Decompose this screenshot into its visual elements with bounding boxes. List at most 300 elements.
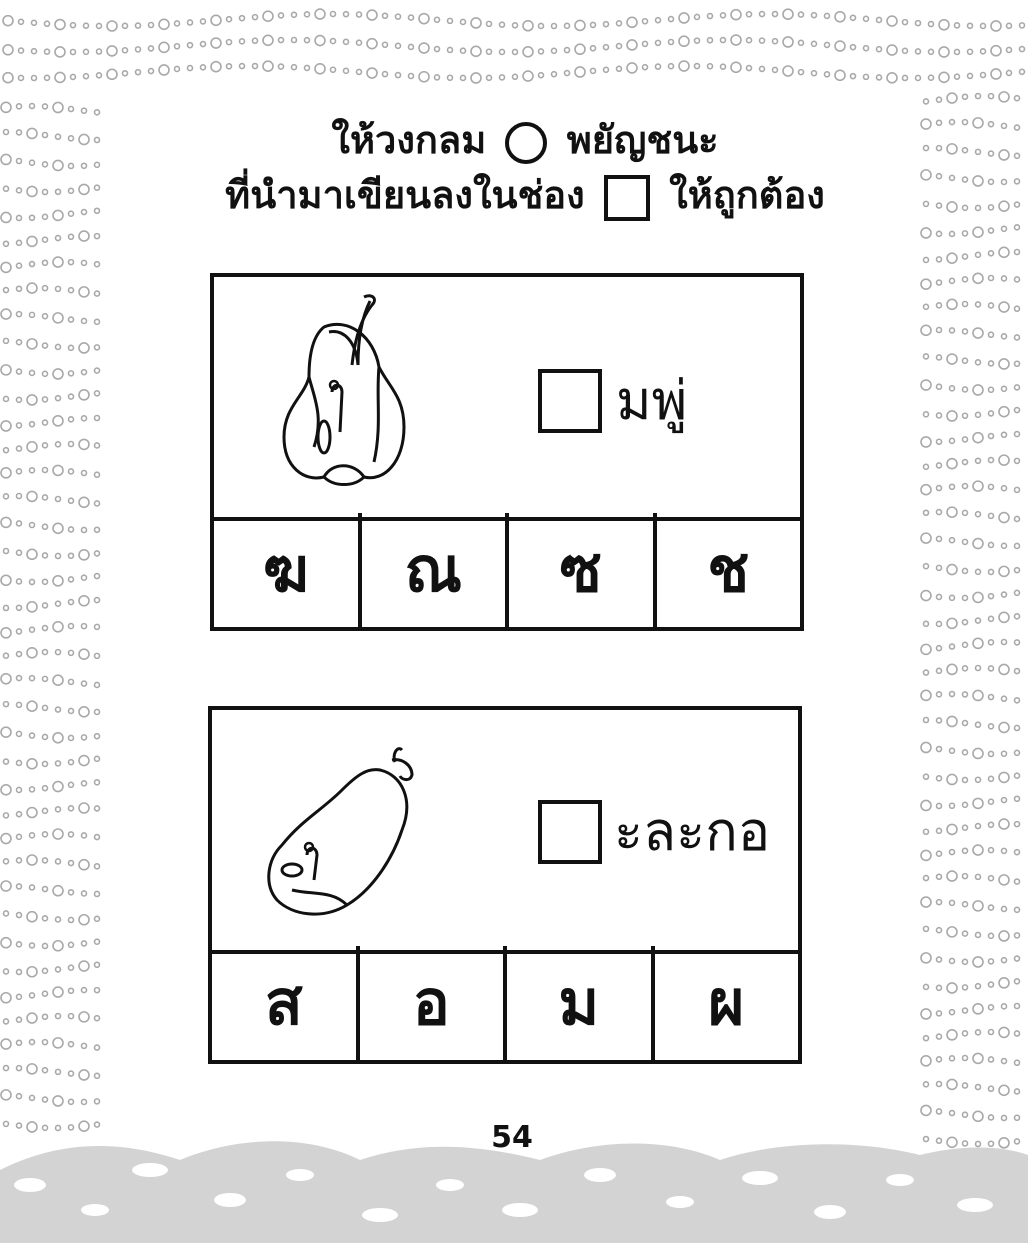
background-dot (1002, 276, 1007, 281)
background-dot (30, 1095, 35, 1100)
background-dot (95, 291, 100, 296)
background-dot (1002, 798, 1007, 803)
background-dot (30, 787, 35, 792)
background-dot (950, 748, 955, 753)
background-dot (30, 627, 35, 632)
background-dot (851, 74, 856, 79)
background-dot (523, 71, 533, 81)
choice-option[interactable]: ช (707, 533, 750, 606)
background-dot (292, 65, 297, 70)
background-dot (937, 384, 942, 389)
background-dot (1, 834, 11, 844)
background-dot (4, 396, 9, 401)
background-dot (30, 104, 35, 109)
background-dot (79, 649, 89, 659)
background-dot (656, 64, 661, 69)
background-dot (56, 286, 61, 291)
background-dot (1, 727, 11, 737)
background-dot (43, 808, 48, 813)
background-dot (963, 777, 968, 782)
background-dot (1015, 458, 1020, 463)
background-dot (604, 67, 609, 72)
background-dot (575, 67, 585, 77)
background-dot (396, 14, 401, 19)
background-dot (921, 279, 931, 289)
background-dot (53, 102, 63, 112)
background-dot (1002, 543, 1007, 548)
background-dot (924, 257, 929, 262)
background-dot (947, 411, 957, 421)
background-dot (55, 47, 65, 57)
background-dot (937, 486, 942, 491)
background-dot (981, 49, 986, 54)
background-dot (523, 21, 533, 31)
background-dot (937, 97, 942, 102)
background-dot (56, 859, 61, 864)
background-dot (989, 959, 994, 964)
background-dot (315, 64, 325, 74)
background-dot (487, 75, 492, 80)
background-dot (263, 35, 273, 45)
background-dot (82, 833, 87, 838)
background-dot (409, 44, 414, 49)
background-dot (383, 42, 388, 47)
background-dot (69, 1014, 74, 1019)
background-dot (1015, 796, 1020, 801)
word-suffix: มพู่ (616, 369, 688, 432)
background-dot (947, 1079, 957, 1089)
background-dot (963, 568, 968, 573)
background-dot (4, 130, 9, 135)
background-dot (4, 338, 9, 343)
background-dot (950, 120, 955, 125)
background-dot (500, 75, 505, 80)
background-dot (708, 38, 713, 43)
background-dot (344, 68, 349, 73)
background-dot (95, 368, 100, 373)
background-dot (947, 716, 957, 726)
background-dot (69, 260, 74, 265)
background-dot (976, 302, 981, 307)
background-dot (95, 416, 100, 421)
background-dot (383, 13, 388, 18)
background-dot (1002, 751, 1007, 756)
background-dot (851, 15, 856, 20)
background-dot (43, 260, 48, 265)
background-dot (937, 510, 942, 515)
background-dot (27, 395, 37, 405)
background-dot (97, 23, 102, 28)
background-dot (344, 12, 349, 17)
background-dot (263, 11, 273, 21)
background-dot (17, 702, 22, 707)
background-dot (17, 676, 22, 681)
background-dot (921, 591, 931, 601)
background-dot (19, 75, 24, 80)
background-dot (79, 550, 89, 560)
background-dot (82, 575, 87, 580)
background-dot (17, 652, 22, 657)
instruction-text-2b: ให้ถูกต้อง (669, 173, 825, 217)
background-dot (435, 47, 440, 52)
background-dot (1015, 125, 1020, 130)
background-dot (279, 64, 284, 69)
background-dot (471, 18, 481, 28)
background-dot (963, 874, 968, 879)
background-dot (82, 416, 87, 421)
background-dot (1, 938, 11, 948)
choice-option[interactable]: ส (212, 946, 360, 1060)
background-dot (973, 481, 983, 491)
background-dot (56, 396, 61, 401)
background-dot (773, 39, 778, 44)
background-dot (825, 13, 830, 18)
background-dot (973, 1053, 983, 1063)
background-dot (513, 23, 518, 28)
background-dot (921, 437, 931, 447)
background-dot (69, 760, 74, 765)
background-dot (383, 72, 388, 77)
background-dot (921, 690, 931, 700)
background-dot (1015, 277, 1020, 282)
background-dot (79, 231, 89, 241)
background-dot (523, 47, 533, 57)
background-dot (69, 136, 74, 141)
background-dot (1015, 590, 1020, 595)
background-dot (17, 446, 22, 451)
background-dot (95, 185, 100, 190)
background-dot (976, 722, 981, 727)
background-dot (825, 72, 830, 77)
background-dot (43, 734, 48, 739)
background-dot (43, 916, 48, 921)
circle-icon (505, 122, 547, 164)
background-dot (4, 1066, 9, 1071)
background-dot (1002, 1004, 1007, 1009)
choice-option[interactable]: ณ (362, 513, 510, 627)
background-dot (989, 458, 994, 463)
background-dot (82, 891, 87, 896)
background-dot (963, 931, 968, 936)
background-dot (695, 64, 700, 69)
background-dot (43, 443, 48, 448)
background-dot (448, 18, 453, 23)
background-dot (227, 17, 232, 22)
background-dot (989, 822, 994, 827)
background-dot (999, 513, 1009, 523)
background-dot (989, 94, 994, 99)
background-dot (30, 370, 35, 375)
background-dot (947, 565, 957, 575)
background-dot (989, 484, 994, 489)
background-dot (95, 653, 100, 658)
background-dot (95, 864, 100, 869)
background-dot (17, 240, 22, 245)
background-dot (82, 210, 87, 215)
background-dot (604, 22, 609, 27)
background-dot (461, 75, 466, 80)
background-dot (95, 574, 100, 579)
background-dot (95, 709, 100, 714)
background-dot (950, 803, 955, 808)
background-dot (69, 861, 74, 866)
background-dot (999, 302, 1009, 312)
background-dot (976, 412, 981, 417)
background-dot (916, 49, 921, 54)
background-dot (95, 806, 100, 811)
background-dot (1015, 750, 1020, 755)
background-dot (82, 370, 87, 375)
background-dot (4, 813, 9, 818)
background-dot (30, 422, 35, 427)
background-dot (95, 345, 100, 350)
background-dot (1002, 486, 1007, 491)
background-dot (604, 45, 609, 50)
background-dot (947, 1030, 957, 1040)
choice-option[interactable]: ฆ (214, 513, 362, 627)
background-dot (864, 16, 869, 21)
background-dot (968, 73, 973, 78)
background-dot (159, 65, 169, 75)
background-dot (27, 759, 37, 769)
background-dot (976, 205, 981, 210)
background-dot (1007, 23, 1012, 28)
background-dot (950, 958, 955, 963)
background-dot (69, 577, 74, 582)
background-dot (950, 692, 955, 697)
background-dot (30, 312, 35, 317)
background-dot (279, 38, 284, 43)
background-dot (69, 417, 74, 422)
background-dot (71, 49, 76, 54)
background-dot (107, 46, 117, 56)
background-dot (17, 579, 22, 584)
background-dot (82, 735, 87, 740)
background-dot (947, 983, 957, 993)
background-dot (989, 1115, 994, 1120)
answer-blank-box[interactable] (538, 800, 602, 864)
background-dot (989, 303, 994, 308)
word-suffix: ะละกอ (614, 800, 771, 863)
background-dot (539, 49, 544, 54)
background-dot (963, 902, 968, 907)
background-dot (695, 38, 700, 43)
background-dot (471, 73, 481, 83)
background-dot (825, 42, 830, 47)
background-dot (973, 273, 983, 283)
background-dot (1020, 69, 1025, 74)
background-dot (921, 644, 931, 654)
background-dot (924, 412, 929, 417)
background-dot (924, 564, 929, 569)
background-dot (253, 64, 258, 69)
background-dot (947, 144, 957, 154)
background-dot (937, 328, 942, 333)
background-dot (1015, 1060, 1020, 1065)
background-dot (976, 984, 981, 989)
background-dot (1015, 153, 1020, 158)
background-dot (991, 21, 1001, 31)
background-dot (963, 510, 968, 515)
background-dot (17, 994, 22, 999)
background-dot (43, 343, 48, 348)
background-dot (1002, 179, 1007, 184)
background-dot (123, 71, 128, 76)
background-dot (921, 170, 931, 180)
background-dot (929, 49, 934, 54)
background-dot (812, 13, 817, 18)
background-dot (69, 371, 74, 376)
background-dot (937, 594, 942, 599)
choice-option[interactable]: ม (507, 946, 655, 1060)
background-dot (17, 942, 22, 947)
papaya-icon (252, 720, 432, 935)
background-dot (903, 75, 908, 80)
background-dot (240, 64, 245, 69)
background-dot (1015, 956, 1020, 961)
background-dot (69, 234, 74, 239)
background-dot (976, 874, 981, 879)
background-dot (989, 1057, 994, 1062)
answer-blank-box[interactable] (538, 369, 602, 433)
background-dot (937, 280, 942, 285)
background-dot (947, 824, 957, 834)
background-dot (367, 39, 377, 49)
background-dot (107, 69, 117, 79)
background-dot (56, 442, 61, 447)
background-dot (976, 252, 981, 257)
background-dot (968, 23, 973, 28)
background-dot (1, 674, 11, 684)
background-dot (95, 916, 100, 921)
background-dot (107, 21, 117, 31)
background-dot (53, 622, 63, 632)
background-dot (95, 501, 100, 506)
background-dot (95, 137, 100, 142)
background-dot (56, 650, 61, 655)
background-dot (149, 22, 154, 27)
background-dot (69, 394, 74, 399)
background-dot (17, 130, 22, 135)
background-dot (79, 1012, 89, 1022)
background-dot (56, 344, 61, 349)
background-dot (976, 512, 981, 517)
background-dot (95, 891, 100, 896)
background-dot (575, 20, 585, 30)
background-dot (17, 188, 22, 193)
background-dot (53, 160, 63, 170)
background-dot (79, 497, 89, 507)
background-dot (937, 303, 942, 308)
background-dot (976, 932, 981, 937)
background-dot (3, 16, 13, 26)
background-dot (937, 1011, 942, 1016)
background-dot (989, 848, 994, 853)
background-dot (877, 17, 882, 22)
background-dot (43, 968, 48, 973)
background-dot (950, 644, 955, 649)
background-dot (95, 1073, 100, 1078)
background-dot (95, 1122, 100, 1127)
background-dot (937, 174, 942, 179)
background-dot (4, 605, 9, 610)
background-dot (835, 12, 845, 22)
background-dot (963, 595, 968, 600)
background-dot (963, 120, 968, 125)
background-dot (950, 538, 955, 543)
background-dot (419, 43, 429, 53)
background-dot (921, 533, 931, 543)
background-dot (159, 42, 169, 52)
background-dot (27, 283, 37, 293)
background-dot (973, 690, 983, 700)
background-dot (976, 94, 981, 99)
background-dot (937, 985, 942, 990)
background-dot (4, 702, 9, 707)
background-dot (973, 1004, 983, 1014)
background-dot (552, 23, 557, 28)
background-dot (43, 858, 48, 863)
background-dot (211, 15, 221, 25)
background-dot (69, 553, 74, 558)
background-dot (989, 905, 994, 910)
background-dot (1, 262, 11, 272)
background-dot (95, 110, 100, 115)
background-dot (939, 72, 949, 82)
background-dot (17, 550, 22, 555)
background-dot (500, 22, 505, 27)
background-dot (989, 594, 994, 599)
background-dot (188, 43, 193, 48)
background-dot (17, 605, 22, 610)
background-dot (1015, 669, 1020, 674)
background-dot (27, 602, 37, 612)
background-dot (1002, 696, 1007, 701)
background-dot (924, 829, 929, 834)
background-dot (955, 23, 960, 28)
background-dot (53, 465, 63, 475)
choice-option[interactable]: อ (360, 946, 508, 1060)
background-dot (627, 63, 637, 73)
background-dot (1015, 979, 1020, 984)
background-dot (43, 650, 48, 655)
background-dot (947, 459, 957, 469)
background-dot (1002, 386, 1007, 391)
background-dot (30, 262, 35, 267)
choice-option[interactable]: ผ (708, 966, 745, 1039)
background-dot (69, 600, 74, 605)
background-dot (17, 1123, 22, 1128)
background-dot (963, 539, 968, 544)
background-dot (921, 380, 931, 390)
background-dot (721, 13, 726, 18)
background-dot (69, 806, 74, 811)
background-dot (1, 1090, 11, 1100)
background-dot (95, 162, 100, 167)
choice-option[interactable]: ซ (509, 513, 657, 627)
background-dot (773, 67, 778, 72)
background-dot (4, 448, 9, 453)
background-dot (27, 912, 37, 922)
background-dot (921, 228, 931, 238)
background-dot (149, 46, 154, 51)
background-dot (783, 66, 793, 76)
background-dot (973, 118, 983, 128)
background-dot (305, 12, 310, 17)
background-dot (4, 1019, 9, 1024)
background-dot (963, 985, 968, 990)
background-dot (1, 309, 11, 319)
